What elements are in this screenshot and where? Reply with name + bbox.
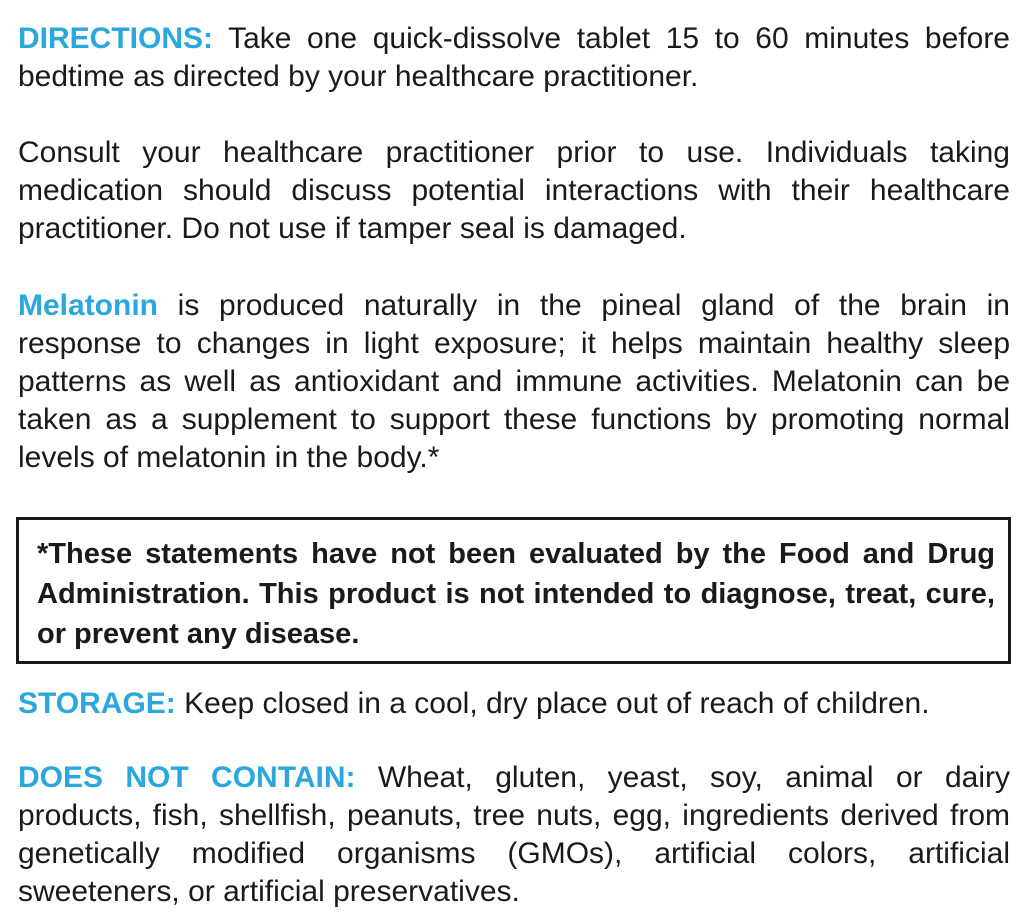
disclaimer-box (16, 517, 1011, 664)
melatonin-heading: Melatonin (18, 289, 158, 322)
directions-paragraph (18, 20, 1010, 96)
storage-text: Keep closed in a cool, dry place out of reach of children. (175, 687, 930, 720)
storage-paragraph (18, 685, 1010, 723)
disclaimer-text: *These statements have not been evaluated by the Food and Drug Administration. This product is not intended to diagnose, treat, cure, or prevent any disease. (37, 538, 995, 650)
directions-text: Take one quick-dissolve tablet 15 to 60 minutes before bedtime as directed by your healthcare practitioner. (18, 22, 1010, 93)
caution-paragraph: Consult your healthcare practitioner prior to use. Individuals taking medication should discuss potential interactions with their healthcare practitioner. Do not use if tamper seal is damaged. (18, 136, 1010, 245)
does-not-contain-paragraph (18, 759, 1010, 911)
directions-heading: DIRECTIONS: (18, 22, 213, 55)
melatonin-text: is produced naturally in the pineal gland of the brain in response to changes in light exposure; it helps maintain healthy sleep patterns as well as antioxidant and immune activities. Melatonin can be taken as a supplement to support these functions by promoting normal levels of melatonin in the body.* (18, 289, 1010, 474)
does-not-contain-heading: DOES NOT CONTAIN: (18, 761, 356, 794)
storage-heading: STORAGE: (18, 687, 176, 720)
does-not-contain-text: Wheat, gluten, yeast, soy, animal or dairy products, fish, shellfish, peanuts, tree nuts, egg, ingredients derived from genetically modified organisms (GMOs), artificial colors, artificial sweeteners, or artificial preservatives. (18, 761, 1010, 908)
melatonin-paragraph (18, 287, 1010, 477)
